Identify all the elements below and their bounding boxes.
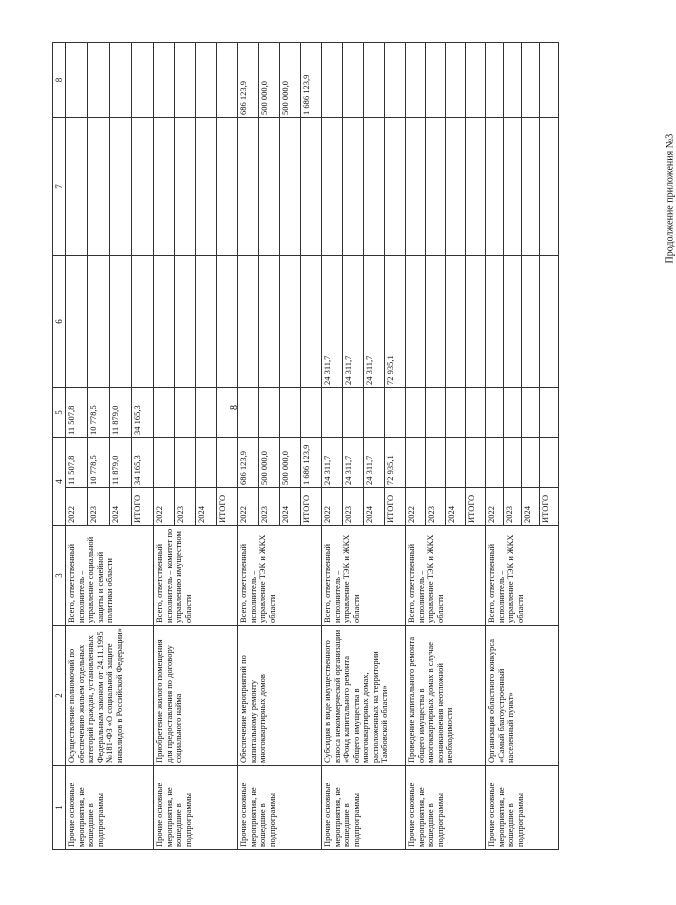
value-col5 — [280, 388, 301, 438]
value-col8 — [406, 43, 426, 118]
value-col5 — [522, 388, 540, 438]
value-col7 — [322, 118, 343, 256]
table-row — [154, 43, 175, 850]
category-cell: Прочие основные мероприятия, не вошедшие в подпрограммы — [238, 766, 322, 850]
page-number: 8 — [229, 405, 240, 410]
year-cell: 2023 — [175, 488, 196, 526]
year-cell: ИТОГО — [466, 488, 486, 526]
value-col5 — [196, 388, 217, 438]
value-col6: 24 311,7 — [322, 256, 343, 388]
value-col7 — [504, 118, 522, 256]
value-col8 — [217, 43, 238, 118]
value-col5: 10 778,5 — [88, 388, 110, 438]
value-col7 — [217, 118, 238, 256]
value-col7 — [154, 118, 175, 256]
value-col8 — [466, 43, 486, 118]
value-col7 — [522, 118, 540, 256]
value-col7 — [175, 118, 196, 256]
category-cell: Прочие основные мероприятия, не вошедшие в подпрограммы — [486, 766, 559, 850]
value-col5 — [540, 388, 559, 438]
value-col8 — [322, 43, 343, 118]
table-row — [486, 43, 504, 850]
value-col5 — [406, 388, 426, 438]
year-cell: ИТОГО — [385, 488, 406, 526]
value-col5 — [217, 388, 238, 438]
value-col6: 24 311,7 — [364, 256, 385, 388]
value-col6 — [486, 256, 504, 388]
year-cell: ИТОГО — [301, 488, 322, 526]
value-col6 — [301, 256, 322, 388]
year-cell: 2022 — [322, 488, 343, 526]
value-col5 — [426, 388, 446, 438]
value-col6 — [88, 256, 110, 388]
value-col4 — [217, 438, 238, 488]
table-body — [66, 43, 559, 850]
value-col4: 500 000,0 — [259, 438, 280, 488]
header-col-1: 1 — [53, 766, 66, 850]
value-col4 — [446, 438, 466, 488]
value-col8 — [446, 43, 466, 118]
value-col6: 24 311,7 — [343, 256, 364, 388]
value-col5 — [466, 388, 486, 438]
value-col4 — [486, 438, 504, 488]
category-cell: Прочие основные мероприятия, не вошедшие в подпрограммы — [322, 766, 406, 850]
value-col4: 24 311,7 — [343, 438, 364, 488]
category-cell: Прочие основные мероприятия, не вошедшие в подпрограммы — [66, 766, 154, 850]
responsible-cell: Всего, ответственный исполнитель – комитет по управлению имуществом области — [154, 526, 238, 626]
value-col7 — [486, 118, 504, 256]
value-col8 — [486, 43, 504, 118]
value-col5 — [238, 388, 259, 438]
value-col7 — [238, 118, 259, 256]
category-cell: Прочие основные мероприятия, не вошедшие в подпрограммы — [406, 766, 486, 850]
activity-cell: Субсидия в виде имущественного взноса некоммерческой организации «Фонд капитального ремонта общего имущества в многоквартирных домах, расположенных на территории Тамбовской области» — [322, 626, 406, 766]
value-col6 — [196, 256, 217, 388]
value-col8 — [66, 43, 88, 118]
header-col-2: 2 — [53, 626, 66, 766]
activity-cell: Проведение капитального ремонта общего имущества в многоквартирных домах в случае возникновения неотложной необходимости — [406, 626, 486, 766]
value-col8: 686 123,9 — [238, 43, 259, 118]
value-col5: 11 879,0 — [110, 388, 132, 438]
value-col8: 500 000,0 — [259, 43, 280, 118]
value-col6 — [66, 256, 88, 388]
header-col-4: 4 — [53, 438, 66, 526]
year-cell: 2023 — [88, 488, 110, 526]
value-col5 — [486, 388, 504, 438]
value-col6 — [175, 256, 196, 388]
value-col8 — [522, 43, 540, 118]
year-cell: 2023 — [259, 488, 280, 526]
header-col-6: 6 — [53, 256, 66, 388]
value-col8 — [132, 43, 154, 118]
value-col7 — [446, 118, 466, 256]
activity-cell: Приобретение жилого помещения для предоставления по договору социального найма — [154, 626, 238, 766]
value-col4: 686 123,9 — [238, 438, 259, 488]
value-col5 — [322, 388, 343, 438]
value-col7 — [364, 118, 385, 256]
year-cell: 2024 — [446, 488, 466, 526]
year-cell: 2023 — [426, 488, 446, 526]
value-col8 — [154, 43, 175, 118]
value-col6 — [446, 256, 466, 388]
activity-cell: Осуществление полномочий по обеспечению жильем отдельных категорий граждан, установленных Федеральным законом от 24.11.1995 №181-ФЗ «О социальной защите инвалидов в Российской Федерации» — [66, 626, 154, 766]
value-col8 — [196, 43, 217, 118]
value-col4 — [522, 438, 540, 488]
value-col6 — [406, 256, 426, 388]
value-col7 — [406, 118, 426, 256]
table-row — [238, 43, 259, 850]
value-col5 — [259, 388, 280, 438]
header-col-8: 8 — [53, 43, 66, 118]
value-col4: 24 311,7 — [322, 438, 343, 488]
value-col7 — [540, 118, 559, 256]
value-col4: 24 311,7 — [364, 438, 385, 488]
value-col4 — [196, 438, 217, 488]
value-col8: 1 686 123,9 — [301, 43, 322, 118]
value-col4: 34 165,3 — [132, 438, 154, 488]
value-col7 — [88, 118, 110, 256]
value-col7 — [301, 118, 322, 256]
responsible-cell: Всего, ответственный исполнитель – управление ТЭК и ЖКХ области — [238, 526, 322, 626]
value-col4: 72 935,1 — [385, 438, 406, 488]
value-col6 — [540, 256, 559, 388]
header-col-5: 5 — [53, 388, 66, 438]
value-col8 — [364, 43, 385, 118]
year-cell: 2022 — [238, 488, 259, 526]
value-col6 — [110, 256, 132, 388]
value-col4 — [426, 438, 446, 488]
value-col5 — [301, 388, 322, 438]
activity-cell: Организация областного конкурса «Самый благоустроенный населенный пункт» — [486, 626, 559, 766]
value-col8 — [343, 43, 364, 118]
responsible-cell: Всего, ответственный исполнитель – управление ТЭК и ЖКХ области — [322, 526, 406, 626]
value-col8 — [426, 43, 446, 118]
year-cell: ИТОГО — [540, 488, 559, 526]
activity-cell: Обеспечение мероприятий по капитальному ремонту многоквартирных домов — [238, 626, 322, 766]
year-cell: 2022 — [486, 488, 504, 526]
table-row — [406, 43, 426, 850]
value-col8 — [385, 43, 406, 118]
continuation-label: Продолжение приложения №3 — [664, 133, 676, 264]
value-col5 — [175, 388, 196, 438]
value-col4 — [466, 438, 486, 488]
table-row — [322, 43, 343, 850]
value-col5 — [504, 388, 522, 438]
value-col8 — [175, 43, 196, 118]
year-cell: 2023 — [504, 488, 522, 526]
year-cell: 2022 — [154, 488, 175, 526]
responsible-cell: Всего, ответственный исполнитель – управление ТЭК и ЖКХ области — [486, 526, 559, 626]
value-col7 — [343, 118, 364, 256]
appendix-table — [52, 42, 559, 850]
year-cell: 2024 — [110, 488, 132, 526]
value-col4: 10 778,5 — [88, 438, 110, 488]
value-col7 — [110, 118, 132, 256]
value-col6 — [280, 256, 301, 388]
value-col4 — [406, 438, 426, 488]
year-cell: 2024 — [280, 488, 301, 526]
value-col8: 500 000,0 — [280, 43, 301, 118]
value-col7 — [196, 118, 217, 256]
value-col6 — [217, 256, 238, 388]
value-col6 — [154, 256, 175, 388]
header-col-3: 3 — [53, 526, 66, 626]
value-col6 — [504, 256, 522, 388]
responsible-cell: Всего, ответственный исполнитель – управление социальной защиты и семейной политики области — [66, 526, 154, 626]
value-col7 — [385, 118, 406, 256]
value-col8 — [110, 43, 132, 118]
value-col4 — [154, 438, 175, 488]
header-row — [53, 43, 66, 850]
responsible-cell: Всего, ответственный исполнитель – управление ТЭК и ЖКХ области — [406, 526, 486, 626]
value-col4: 500 000,0 — [280, 438, 301, 488]
value-col7 — [132, 118, 154, 256]
value-col5 — [385, 388, 406, 438]
value-col4: 11 879,0 — [110, 438, 132, 488]
value-col6: 72 935,1 — [385, 256, 406, 388]
year-cell: 2023 — [343, 488, 364, 526]
value-col5 — [364, 388, 385, 438]
value-col8 — [88, 43, 110, 118]
value-col6 — [426, 256, 446, 388]
value-col5 — [343, 388, 364, 438]
value-col6 — [522, 256, 540, 388]
year-cell: 2022 — [66, 488, 88, 526]
year-cell: ИТОГО — [132, 488, 154, 526]
value-col6 — [238, 256, 259, 388]
header-col-7: 7 — [53, 118, 66, 256]
value-col6 — [132, 256, 154, 388]
rotated-table-container — [52, 43, 551, 850]
value-col4 — [540, 438, 559, 488]
value-col7 — [466, 118, 486, 256]
value-col6 — [259, 256, 280, 388]
value-col8 — [540, 43, 559, 118]
value-col7 — [66, 118, 88, 256]
year-cell: 2024 — [364, 488, 385, 526]
value-col7 — [426, 118, 446, 256]
value-col4 — [175, 438, 196, 488]
value-col4: 1 686 123,9 — [301, 438, 322, 488]
category-cell: Прочие основные мероприятия, не вошедшие в подпрограммы — [154, 766, 238, 850]
value-col4: 11 507,8 — [66, 438, 88, 488]
value-col7 — [280, 118, 301, 256]
value-col5 — [154, 388, 175, 438]
value-col5: 11 507,8 — [66, 388, 88, 438]
value-col5 — [446, 388, 466, 438]
year-cell: 2022 — [406, 488, 426, 526]
year-cell: 2024 — [522, 488, 540, 526]
year-cell: 2024 — [196, 488, 217, 526]
value-col4 — [504, 438, 522, 488]
value-col8 — [504, 43, 522, 118]
value-col6 — [466, 256, 486, 388]
value-col7 — [259, 118, 280, 256]
value-col5: 34 165,3 — [132, 388, 154, 438]
table-row — [66, 43, 88, 850]
year-cell: ИТОГО — [217, 488, 238, 526]
